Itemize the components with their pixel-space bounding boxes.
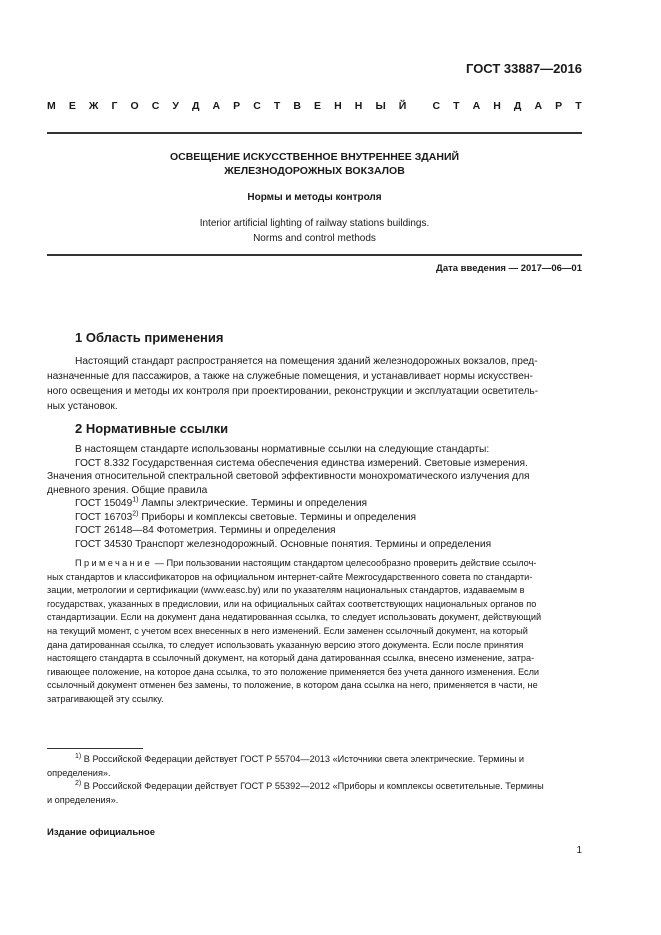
note-label: Примечание	[75, 558, 153, 568]
note-line: ссылочный документ отменен без замены, то положение, в котором дана ссылка на него, применяется в части, не	[47, 680, 538, 691]
note-line: зации, метрологии и сертификации (www.easc.by) или по указателям национальных стандартов, издаваемым в	[47, 585, 525, 596]
note-line: на текущий момент, с учетом всех внесенных в него изменений. Если заменен ссылочный документ, на который	[47, 625, 528, 636]
note-first-line	[47, 557, 582, 571]
kind-letter: Й	[398, 100, 407, 112]
footnote-mark: 2)	[75, 780, 82, 788]
kind-letter: Д	[191, 100, 200, 112]
section-2-text	[47, 443, 582, 551]
reference-line	[47, 511, 582, 525]
note-line: стандартизации. Если на документ дана недатированная ссылка, то следует использовать документ, действующий	[47, 612, 542, 623]
note-block	[47, 557, 582, 707]
kind-letter: Д	[513, 100, 522, 112]
kind-letter: С	[151, 100, 160, 112]
introduction-date: Дата введения — 2017—06—01	[436, 263, 582, 274]
kind-letter: Т	[273, 100, 281, 112]
page-number: 1	[576, 845, 582, 856]
kind-letter: А	[534, 100, 543, 112]
note-line: настоящего стандарта в ссылочный документ, на который дана датированная ссылка, внесено изменение, затра-	[47, 653, 535, 664]
kind-letter: Н	[354, 100, 363, 112]
kind-letter: Т	[453, 100, 460, 112]
footnote-divider	[47, 748, 143, 749]
footnote-line: определения».	[47, 767, 111, 778]
note-line: гивающее положение, на которое дана ссылка, то это положение применяется без учета данного изменения. Если	[47, 666, 540, 677]
reference-line: ГОСТ 34530 Транспорт железнодорожный. Основные понятия. Термины и определения	[75, 538, 492, 550]
footnote-text: В Российской Федерации действует ГОСТ Р 55392—2012 «Приборы и комплексы осветительные. Термины	[81, 781, 544, 792]
english-title-line: Norms and control methods	[253, 233, 376, 244]
title-line: ЖЕЛЕЗНОДОРОЖНЫХ ВОКЗАЛОВ	[224, 165, 405, 177]
reference-line: Значения относительной спектральной световой эффективности монохроматического излучения для	[47, 471, 530, 482]
text-line: Настоящий стандарт распространяется на помещения зданий железнодорожных вокзалов, пред-	[75, 356, 538, 367]
reference-code: ГОСТ 15049	[75, 498, 133, 509]
kind-letter: С	[253, 100, 261, 112]
footnote-line: и определения».	[47, 794, 119, 805]
kind-letter: Н	[334, 100, 342, 112]
text-line: назначенные для пассажиров, а также на служебные помещения, и устанавливает нормы искусствен-	[47, 371, 533, 382]
kind-letter: Р	[555, 100, 563, 112]
kind-letter: Е	[68, 100, 76, 112]
reference-line: дневного зрения. Общие правила	[47, 484, 208, 496]
footnote-mark: 1)	[132, 496, 139, 504]
kind-letter: А	[212, 100, 221, 112]
kind-letter: Г	[111, 100, 118, 112]
reference-line	[47, 497, 582, 511]
text-line: ного освещения и методы их контроля при проектировании, реконструкции и эксплуатации осветитель-	[47, 386, 539, 397]
standard-kind-heading	[47, 100, 582, 112]
kind-letter: У	[172, 100, 179, 112]
edition-label: Издание официальное	[47, 827, 155, 838]
reference-text: Приборы и комплексы световые. Термины и определения	[138, 511, 417, 523]
document-code: ГОСТ 33887—2016	[466, 61, 582, 76]
english-title	[47, 216, 582, 246]
kind-letter: С	[432, 100, 441, 112]
footnote-line	[47, 753, 582, 767]
footnote-mark: 2)	[132, 510, 139, 518]
text-line: В настоящем стандарте использованы нормативные ссылки на следующие стандарты:	[75, 444, 490, 455]
note-line: затрагивающей эту ссылку.	[47, 693, 164, 704]
document-subtitle: Нормы и методы контроля	[247, 192, 382, 203]
footnotes	[47, 753, 582, 807]
kind-letter: В	[293, 100, 301, 112]
note-text: — При пользовании настоящим стандартом целесообразно проверить действие ссылоч-	[152, 558, 537, 568]
kind-letter: Ж	[88, 100, 99, 112]
reference-line: ГОСТ 26148—84 Фотометрия. Термины и определения	[75, 525, 336, 536]
kind-letter: Н	[493, 100, 501, 112]
kind-letter: Т	[575, 100, 582, 112]
reference-code: ГОСТ 16703	[75, 511, 133, 523]
section-1-text	[47, 354, 582, 414]
title-line: ОСВЕЩЕНИЕ ИСКУССТВЕННОЕ ВНУТРЕННЕЕ ЗДАНИЙ	[169, 151, 460, 163]
kind-letter: Е	[314, 100, 322, 112]
section-1-heading: 1 Область применения	[75, 330, 224, 345]
title-divider	[47, 254, 582, 256]
english-title-line: Interior artificial lighting of railway stations buildings.	[199, 218, 430, 229]
footnote-text: В Российской Федерации действует ГОСТ Р 55704—2013 «Источники света электрические. Термины и	[81, 754, 525, 764]
text-line: ных установок.	[47, 401, 118, 412]
header-divider	[47, 132, 582, 134]
section-2-heading: 2 Нормативные ссылки	[75, 421, 229, 436]
kind-letter: Р	[233, 100, 241, 112]
reference-line: ГОСТ 8.332 Государственная система обеспечения единства измерений. Световые измерения.	[75, 457, 528, 469]
document-title	[47, 150, 582, 178]
reference-text: Лампы электрические. Термины и определения	[138, 498, 368, 509]
note-line: ных стандартов и классификаторов на официальном интернет-сайте Межгосударственного совета по стандарти-	[47, 571, 533, 582]
kind-letter: А	[472, 100, 481, 112]
kind-letter: О	[130, 100, 139, 112]
footnote-line	[47, 780, 582, 794]
footnote-mark: 1)	[75, 752, 82, 760]
note-line: дана датированная ссылка, то следует использовать указанную версию этого документа. Если после принятия	[47, 639, 524, 650]
note-line: государствах, указанных в предисловии, или на официальных сайтах соответствующих национальных органов по	[47, 598, 537, 609]
kind-letter: М	[47, 100, 56, 112]
kind-letter: Ы	[375, 100, 386, 112]
